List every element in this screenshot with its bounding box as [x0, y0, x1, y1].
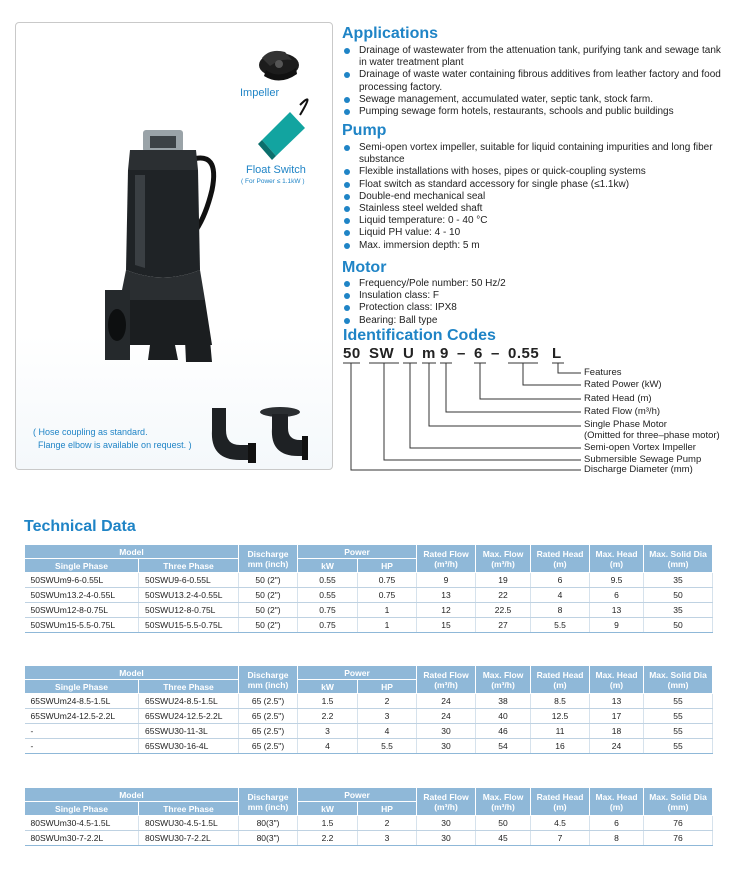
cell-power-kw: 0.55	[298, 573, 358, 588]
cell-power-kw: 2.2	[298, 831, 358, 846]
cell-max-flow: 19	[476, 573, 531, 588]
header-max-solid-dia: Max. Solid Dia (mm)	[644, 788, 713, 816]
cell-rated-flow: 30	[417, 816, 476, 831]
code-label-rated-head: Rated Head (m)	[584, 393, 652, 404]
code-rated-flow: 9	[440, 345, 449, 362]
list-item: Bearing: Ball type	[343, 315, 728, 327]
cell-max-flow: 54	[476, 739, 531, 754]
identification-title: Identification Codes	[343, 327, 496, 344]
header-single-phase: Single Phase	[25, 559, 139, 573]
header-hp: HP	[358, 802, 417, 816]
spec-table-80	[24, 787, 713, 846]
cell-power-kw: 1.5	[298, 816, 358, 831]
cell-max-head: 6	[590, 816, 644, 831]
table-row	[25, 603, 713, 618]
list-item: Float switch as standard accessory for single phase (≤1.1kw)	[343, 179, 728, 191]
cell-three-phase-model: 65SWU30-11-3L	[139, 724, 239, 739]
cell-three-phase-model: 65SWU24-8.5-1.5L	[139, 694, 239, 709]
cell-rated-head: 7	[531, 831, 590, 846]
header-max-head: Max. Head (m)	[590, 788, 644, 816]
cell-three-phase-model: 80SWU30-7-2.2L	[139, 831, 239, 846]
table-row	[25, 573, 713, 588]
cell-rated-flow: 24	[417, 694, 476, 709]
cell-power-hp: 2	[358, 694, 417, 709]
cell-max-flow: 22	[476, 588, 531, 603]
cell-discharge: 50 (2")	[239, 618, 298, 633]
header-model: Model	[25, 666, 239, 680]
cell-max-solid-dia: 55	[644, 739, 713, 754]
header-rated-head: Rated Head (m)	[531, 788, 590, 816]
cell-max-head: 13	[590, 603, 644, 618]
header-max-head: Max. Head (m)	[590, 666, 644, 694]
cell-rated-flow: 30	[417, 831, 476, 846]
cell-three-phase-model: 50SWU13.2-4-0.55L	[139, 588, 239, 603]
cell-power-hp: 0.75	[358, 588, 417, 603]
code-label-vortex-impeller: Semi-open Vortex Impeller	[584, 442, 696, 453]
cell-power-kw: 1.5	[298, 694, 358, 709]
list-item: Stainless steel welded shaft	[343, 203, 728, 215]
code-vortex-impeller: U	[403, 345, 415, 362]
cell-rated-head: 6	[531, 573, 590, 588]
code-discharge: 50	[343, 345, 361, 362]
cell-power-hp: 5.5	[358, 739, 417, 754]
cell-power-kw: 0.75	[298, 603, 358, 618]
header-discharge: Discharge mm (inch)	[239, 666, 298, 694]
header-single-phase: Single Phase	[25, 802, 139, 816]
header-discharge: Discharge mm (inch)	[239, 545, 298, 573]
code-rated-power: 0.55	[508, 345, 540, 362]
code-label-discharge-diameter: Discharge Diameter (mm)	[584, 464, 693, 475]
list-item: Semi-open vortex impeller, suitable for liquid containing impurities and long fiber substance	[343, 142, 728, 166]
cell-rated-flow: 9	[417, 573, 476, 588]
header-kw: kW	[298, 559, 358, 573]
flange-elbow-image	[260, 407, 308, 460]
header-three-phase: Three Phase	[139, 680, 239, 694]
header-rated-head: Rated Head (m)	[531, 545, 590, 573]
cell-max-solid-dia: 76	[644, 816, 713, 831]
code-separator: –	[491, 345, 500, 362]
cell-rated-flow: 30	[417, 724, 476, 739]
cell-max-solid-dia: 50	[644, 618, 713, 633]
table-row	[25, 694, 713, 709]
cell-single-phase-model: 50SWUm13.2-4-0.55L	[25, 588, 139, 603]
cell-power-kw: 0.75	[298, 618, 358, 633]
table-row	[25, 588, 713, 603]
code-features: L	[552, 345, 562, 362]
hose-coupling-image	[212, 408, 256, 463]
cell-discharge: 65 (2.5")	[239, 694, 298, 709]
table-row	[25, 831, 713, 846]
cell-power-hp: 3	[358, 831, 417, 846]
cell-power-hp: 4	[358, 724, 417, 739]
table-row	[25, 816, 713, 831]
cell-max-flow: 40	[476, 709, 531, 724]
list-item: Liquid temperature: 0 - 40 °C	[343, 215, 728, 227]
list-item: Drainage of wastewater from the attenuation tank, purifying tank and sewage tank in water treatment plant	[343, 45, 728, 69]
cell-single-phase-model: 65SWUm24-8.5-1.5L	[25, 694, 139, 709]
header-rated-flow: Rated Flow (m³/h)	[417, 788, 476, 816]
header-max-flow: Max. Flow (m³/h)	[476, 666, 531, 694]
cell-max-head: 17	[590, 709, 644, 724]
cell-max-solid-dia: 35	[644, 603, 713, 618]
cell-max-flow: 46	[476, 724, 531, 739]
cell-max-head: 24	[590, 739, 644, 754]
cell-discharge: 65 (2.5")	[239, 739, 298, 754]
header-kw: kW	[298, 680, 358, 694]
cell-max-solid-dia: 55	[644, 709, 713, 724]
header-three-phase: Three Phase	[139, 559, 239, 573]
cell-discharge: 80(3")	[239, 816, 298, 831]
cell-max-solid-dia: 35	[644, 573, 713, 588]
cell-rated-head: 8	[531, 603, 590, 618]
code-label-rated-flow: Rated Flow (m³/h)	[584, 406, 661, 417]
product-illustrations	[0, 0, 340, 480]
cell-max-flow: 27	[476, 618, 531, 633]
code-rated-head: 6	[474, 345, 483, 362]
motor-features-list	[343, 278, 728, 327]
float-switch-label: Float Switch	[246, 164, 306, 176]
header-single-phase: Single Phase	[25, 680, 139, 694]
cell-rated-flow: 13	[417, 588, 476, 603]
cell-single-phase-model: 50SWUm9-6-0.55L	[25, 573, 139, 588]
cell-rated-head: 5.5	[531, 618, 590, 633]
cell-power-kw: 3	[298, 724, 358, 739]
cell-max-solid-dia: 76	[644, 831, 713, 846]
applications-title: Applications	[342, 25, 439, 42]
code-single-phase: m	[422, 345, 436, 362]
cell-single-phase-model: -	[25, 724, 139, 739]
code-label-rated-power: Rated Power (kW)	[584, 379, 662, 390]
cell-max-head: 13	[590, 694, 644, 709]
cell-max-flow: 22.5	[476, 603, 531, 618]
list-item: Flexible installations with hoses, pipes or quick-coupling systems	[343, 166, 728, 178]
cell-max-head: 9	[590, 618, 644, 633]
cell-three-phase-model: 50SWU9-6-0.55L	[139, 573, 239, 588]
motor-title: Motor	[342, 259, 387, 276]
flange-elbow-note: Flange elbow is available on request. )	[38, 440, 192, 450]
cell-max-head: 8	[590, 831, 644, 846]
spec-table-65	[24, 665, 713, 754]
table-row	[25, 724, 713, 739]
cell-discharge: 50 (2")	[239, 588, 298, 603]
code-separator: –	[457, 345, 466, 362]
cell-power-hp: 1	[358, 603, 417, 618]
header-rated-flow: Rated Flow (m³/h)	[417, 545, 476, 573]
header-model: Model	[25, 545, 239, 559]
list-item: Max. immersion depth: 5 m	[343, 240, 728, 252]
impeller-label: Impeller	[240, 87, 280, 99]
spec-table-50	[24, 544, 713, 633]
cell-rated-flow: 15	[417, 618, 476, 633]
cell-single-phase-model: -	[25, 739, 139, 754]
cell-max-solid-dia: 50	[644, 588, 713, 603]
code-label-sewage-pump: Submersible Sewage Pump	[584, 454, 702, 465]
cell-rated-head: 4	[531, 588, 590, 603]
cell-power-hp: 0.75	[358, 573, 417, 588]
cell-three-phase-model: 50SWU12-8-0.75L	[139, 603, 239, 618]
list-item: Frequency/Pole number: 50 Hz/2	[343, 278, 728, 290]
header-discharge: Discharge mm (inch)	[239, 788, 298, 816]
cell-max-head: 18	[590, 724, 644, 739]
list-item: Protection class: IPX8	[343, 302, 728, 314]
cell-max-solid-dia: 55	[644, 724, 713, 739]
table-row	[25, 709, 713, 724]
hose-coupling-note: ( Hose coupling as standard.	[33, 427, 148, 437]
cell-rated-head: 16	[531, 739, 590, 754]
header-max-head: Max. Head (m)	[590, 545, 644, 573]
header-rated-head: Rated Head (m)	[531, 666, 590, 694]
cell-power-kw: 2.2	[298, 709, 358, 724]
cell-max-flow: 45	[476, 831, 531, 846]
cell-power-hp: 3	[358, 709, 417, 724]
table-row	[25, 618, 713, 633]
cell-rated-flow: 12	[417, 603, 476, 618]
header-rated-flow: Rated Flow (m³/h)	[417, 666, 476, 694]
cell-single-phase-model: 65SWUm24-12.5-2.2L	[25, 709, 139, 724]
list-item: Insulation class: F	[343, 290, 728, 302]
cell-power-hp: 1	[358, 618, 417, 633]
cell-max-flow: 50	[476, 816, 531, 831]
list-item: Pumping sewage form hotels, restaurants, schools and public buildings	[343, 106, 728, 118]
cell-power-kw: 4	[298, 739, 358, 754]
cell-three-phase-model: 65SWU24-12.5-2.2L	[139, 709, 239, 724]
cell-rated-head: 4.5	[531, 816, 590, 831]
applications-list	[343, 45, 728, 118]
cell-single-phase-model: 50SWUm12-8-0.75L	[25, 603, 139, 618]
header-power: Power	[298, 788, 417, 802]
list-item: Drainage of waste water containing fibrous additives from leather factory and food processing factory.	[343, 69, 728, 93]
cell-power-hp: 2	[358, 816, 417, 831]
cell-three-phase-model: 65SWU30-16-4L	[139, 739, 239, 754]
header-model: Model	[25, 788, 239, 802]
header-max-flow: Max. Flow (m³/h)	[476, 545, 531, 573]
header-three-phase: Three Phase	[139, 802, 239, 816]
header-power: Power	[298, 545, 417, 559]
list-item: Sewage management, accumulated water, septic tank, stock farm.	[343, 94, 728, 106]
cell-single-phase-model: 80SWUm30-7-2.2L	[25, 831, 139, 846]
cell-discharge: 50 (2")	[239, 603, 298, 618]
header-max-solid-dia: Max. Solid Dia (mm)	[644, 666, 713, 694]
code-label-single-phase: Single Phase Motor	[584, 419, 667, 430]
list-item: Double-end mechanical seal	[343, 191, 728, 203]
cell-three-phase-model: 50SWU15-5.5-0.75L	[139, 618, 239, 633]
cell-discharge: 80(3")	[239, 831, 298, 846]
cell-max-head: 9.5	[590, 573, 644, 588]
technical-data-title: Technical Data	[24, 518, 136, 535]
code-label-features: Features	[584, 367, 622, 378]
cell-three-phase-model: 80SWU30-4.5-1.5L	[139, 816, 239, 831]
header-hp: HP	[358, 680, 417, 694]
header-max-solid-dia: Max. Solid Dia (mm)	[644, 545, 713, 573]
cell-rated-head: 8.5	[531, 694, 590, 709]
code-label-three-phase-note: (Omitted for three–phase motor)	[584, 430, 720, 441]
code-sewage-pump: SW	[369, 345, 395, 362]
cell-max-solid-dia: 55	[644, 694, 713, 709]
pump-features-list	[343, 142, 728, 252]
cell-max-head: 6	[590, 588, 644, 603]
cell-max-flow: 38	[476, 694, 531, 709]
cell-discharge: 50 (2")	[239, 573, 298, 588]
cell-discharge: 65 (2.5")	[239, 724, 298, 739]
cell-power-kw: 0.55	[298, 588, 358, 603]
pump-title: Pump	[342, 122, 387, 139]
header-hp: HP	[358, 559, 417, 573]
cell-rated-flow: 24	[417, 709, 476, 724]
cell-rated-head: 11	[531, 724, 590, 739]
cell-discharge: 65 (2.5")	[239, 709, 298, 724]
header-power: Power	[298, 666, 417, 680]
cell-single-phase-model: 80SWUm30-4.5-1.5L	[25, 816, 139, 831]
cell-rated-head: 12.5	[531, 709, 590, 724]
float-switch-note: ( For Power ≤ 1.1kW )	[241, 178, 305, 185]
float-switch-image	[258, 99, 308, 160]
pump-image	[105, 130, 214, 362]
list-item: Liquid PH value: 4 - 10	[343, 227, 728, 239]
cell-single-phase-model: 50SWUm15-5.5-0.75L	[25, 618, 139, 633]
cell-rated-flow: 30	[417, 739, 476, 754]
impeller-image	[259, 51, 299, 81]
header-kw: kW	[298, 802, 358, 816]
header-max-flow: Max. Flow (m³/h)	[476, 788, 531, 816]
table-row	[25, 739, 713, 754]
